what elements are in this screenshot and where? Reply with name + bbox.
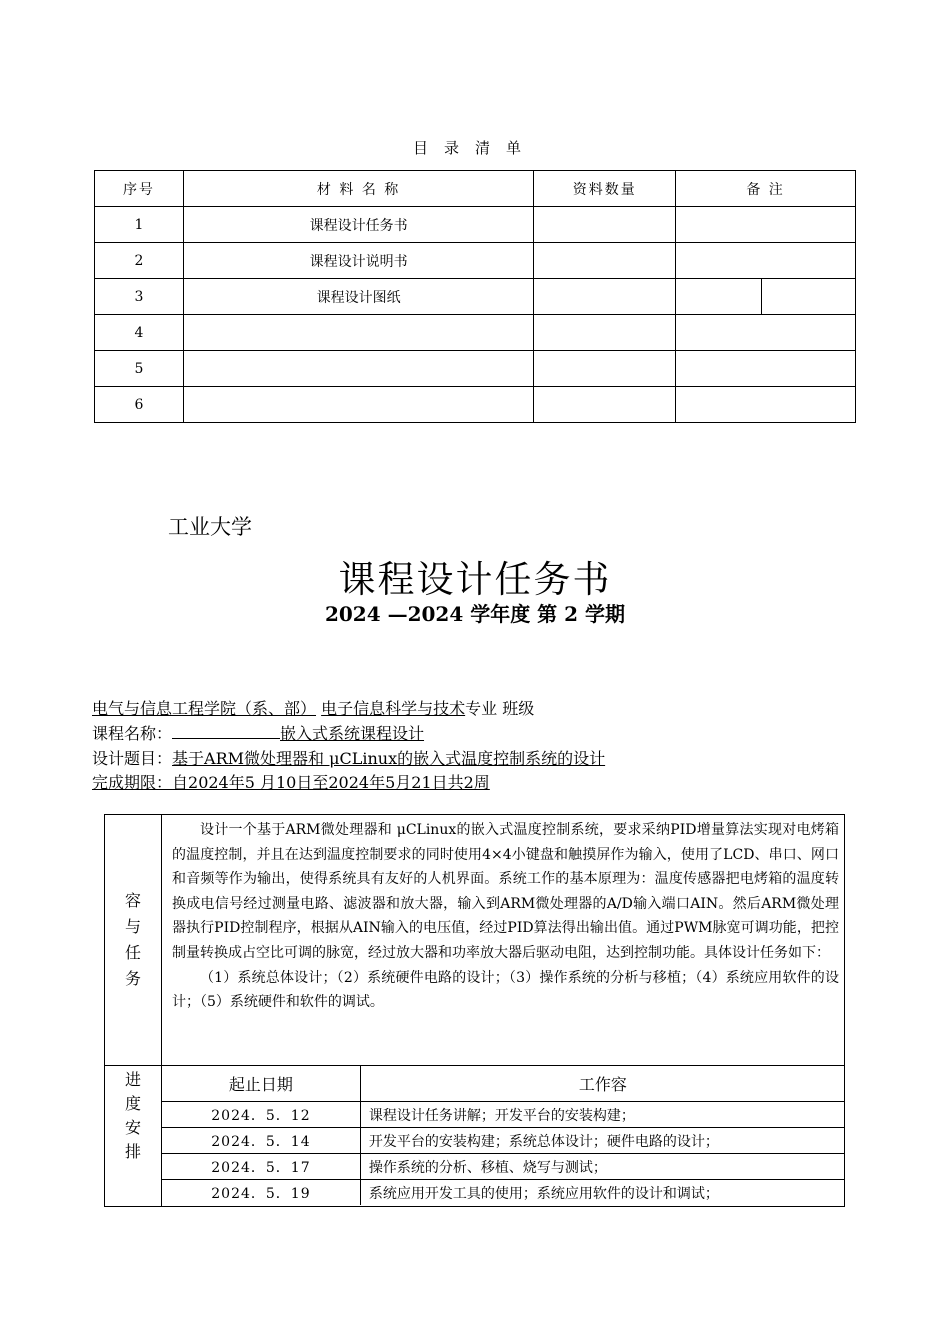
schedule-work: 课程设计任务讲解；开发平台的安装构建；: [360, 1102, 845, 1128]
row-name: 课程设计任务书: [183, 207, 533, 243]
row-no: 1: [95, 207, 184, 243]
college: 电气与信息工程学院（系、部）: [92, 699, 317, 718]
schedule-section: [104, 1066, 845, 1207]
schedule-work: 开发平台的安装构建；系统总体设计；硬件电路的设计；: [360, 1128, 845, 1154]
row-note: [676, 315, 856, 351]
table-row: [95, 387, 856, 423]
row-qty: [534, 207, 676, 243]
table-row: [162, 1128, 846, 1154]
toc-title: 目录清单: [412, 139, 537, 157]
course-label: 课程名称：: [92, 724, 173, 743]
topic: 基于ARM微处理器和 μCLinux的嵌入式温度控制系统的设计: [172, 749, 606, 768]
schedule-work: 系统应用开发工具的使用；系统应用软件的设计和调试；: [360, 1180, 845, 1206]
document-title: 课程设计任务书: [338, 558, 612, 601]
row-no: 3: [95, 279, 184, 315]
materials-table: [94, 170, 856, 423]
header-work-content: 工作容: [360, 1066, 845, 1102]
schedule-label: 进度安排: [105, 1066, 162, 1206]
row-note: [676, 243, 856, 279]
header-no: 序号: [95, 171, 184, 207]
academic-term: 2024 —2024 学年度 第 2 学期: [324, 602, 626, 626]
table-row: [162, 1154, 846, 1180]
schedule-date: 2024．5．19: [162, 1180, 361, 1206]
major-suffix: 专业: [465, 699, 498, 718]
course-name: 嵌入式系统课程设计: [280, 724, 425, 743]
deadline-line: [92, 771, 490, 795]
row-no: 4: [95, 315, 184, 351]
row-name: 课程设计说明书: [183, 243, 533, 279]
topic-label: 设计题目：: [92, 749, 173, 768]
course-line: [92, 722, 424, 746]
schedule-work: 操作系统的分析、移植、烧写与测试；: [360, 1154, 845, 1180]
row-name: 课程设计图纸: [183, 279, 533, 315]
table-row: [95, 207, 856, 243]
row-qty: [534, 351, 676, 387]
row-no: 2: [95, 243, 184, 279]
task-paragraph: 设计一个基于ARM微处理器和 μCLinux的嵌入式温度控制系统，要求采纳PID增量算法实现对电烤箱的温度控制，并且在达到温度控制要求的同时使用4×4小键盘和触摸屏作为输入，使用了LCD、串口、网口和音频等作为输出，使得系统具有友好的人机界面。系统工作的基本原理为：温度传感器把电烤箱的温度转换成电信号经过测量电路、滤波器和放大器，输入到ARM微处理器的A/D输入端口AIN。然后ARM微处理器执行PID控制程序，根据从AIN输入的电压值，经过PID算法得出输出值。通过PWM脉宽可调功能，把控制量转换成占空比可调的脉宽，经过放大器和功率放大器后驱动电阻，达到控制功能。具体设计任务如下：: [172, 822, 839, 961]
schedule-date: 2024．5．17: [162, 1154, 361, 1180]
blank-underline: [172, 724, 280, 739]
row-name: [183, 315, 533, 351]
note-split-cell: [676, 279, 855, 314]
header-material-name: 材 料 名 称: [183, 171, 533, 207]
row-note: [676, 207, 856, 243]
class-label: 班级: [502, 699, 535, 718]
row-qty: [534, 279, 676, 315]
row-name: [183, 387, 533, 423]
task-content: [172, 818, 839, 1015]
schedule-date: 2024．5．12: [162, 1102, 361, 1128]
task-list: （1）系统总体设计；（2）系统硬件电路的设计；（3）操作系统的分析与移植；（4）系统应用软件的设计；（5）系统硬件和软件的调试。: [172, 969, 839, 1011]
row-note: [676, 279, 856, 315]
row-no: 6: [95, 387, 184, 423]
table-row: [162, 1180, 846, 1206]
topic-line: [92, 747, 605, 771]
header-quantity: 资料数量: [534, 171, 676, 207]
university-name: 工业大学: [168, 515, 252, 539]
row-note: [676, 387, 856, 423]
deadline-label: 完成期限：: [92, 773, 173, 792]
task-section: [104, 814, 845, 1066]
schedule-date: 2024．5．14: [162, 1128, 361, 1154]
table-row: [95, 315, 856, 351]
deadline: 自2024年5 月10日至2024年5月21日共2周: [172, 773, 490, 792]
header-date-range: 起止日期: [162, 1066, 361, 1102]
row-qty: [534, 243, 676, 279]
row-qty: [534, 387, 676, 423]
row-no: 5: [95, 351, 184, 387]
table-header-row: [95, 171, 856, 207]
header-note: 备 注: [676, 171, 856, 207]
row-note: [676, 351, 856, 387]
table-row: [162, 1102, 846, 1128]
schedule-table: [161, 1066, 845, 1205]
table-row: [95, 279, 856, 315]
schedule-header-row: [162, 1066, 846, 1102]
table-row: [95, 351, 856, 387]
major: 电子信息科学与技术: [321, 699, 466, 718]
college-line: [92, 697, 534, 721]
row-name: [183, 351, 533, 387]
table-row: [95, 243, 856, 279]
task-label: 容与任务: [105, 815, 162, 1065]
row-qty: [534, 315, 676, 351]
